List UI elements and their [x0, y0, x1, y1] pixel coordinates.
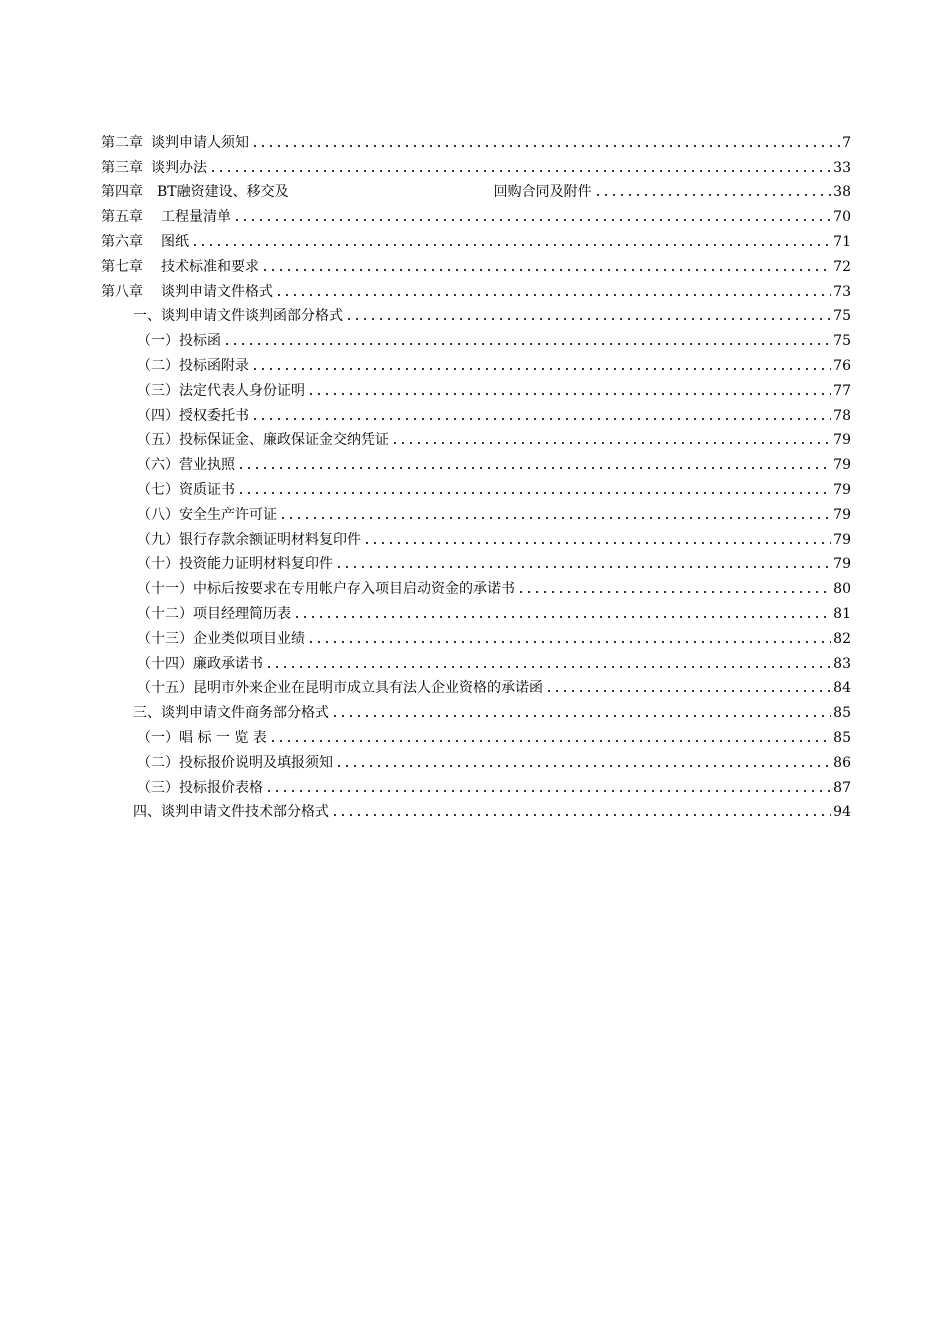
toc-entry-title: （十四）廉政承诺书 [137, 655, 263, 672]
toc-page-number: 80 [833, 581, 851, 598]
toc-entry[interactable] [101, 797, 851, 822]
toc-entry[interactable] [101, 722, 851, 747]
table-of-contents [101, 127, 851, 821]
toc-leader-dots [251, 366, 831, 372]
toc-page-number: 75 [833, 308, 851, 325]
toc-leader-dots [223, 341, 831, 347]
toc-entry[interactable] [101, 400, 851, 425]
toc-leader-dots [363, 540, 831, 546]
toc-leader-dots [293, 614, 831, 620]
toc-chapter-number: 第三章 [101, 159, 143, 176]
toc-page-number: 70 [833, 209, 851, 226]
toc-entry-title: （三）法定代表人身份证明 [137, 382, 305, 399]
toc-entry[interactable] [101, 226, 851, 251]
toc-leader-dots [251, 416, 831, 422]
toc-entry[interactable] [101, 648, 851, 673]
toc-page-number: 81 [833, 605, 851, 622]
toc-chapter-number: 第八章 [101, 283, 143, 300]
toc-entry-title: （六）营业执照 [137, 457, 235, 474]
toc-leader-dots [335, 564, 831, 570]
toc-page-number: 87 [833, 779, 851, 796]
toc-leader-dots [251, 143, 840, 149]
toc-leader-dots [594, 192, 832, 198]
toc-leader-dots [209, 168, 831, 174]
toc-leader-dots [331, 812, 831, 818]
toc-entry[interactable] [101, 301, 851, 326]
toc-entry-title: 谈判申请人须知 [151, 134, 249, 151]
toc-page-number: 77 [833, 382, 851, 399]
toc-page-number: 75 [833, 333, 851, 350]
toc-page-number: 79 [833, 531, 851, 548]
toc-leader-dots [307, 639, 831, 645]
toc-entry-title: （九）银行存款余额证明材料复印件 [137, 531, 361, 548]
toc-entry[interactable] [101, 350, 851, 375]
toc-entry[interactable] [101, 251, 851, 276]
toc-page-number: 85 [833, 729, 851, 746]
toc-entry[interactable] [101, 474, 851, 499]
toc-page-number: 79 [833, 556, 851, 573]
toc-entry-title: 一、谈判申请文件谈判函部分格式 [133, 308, 343, 325]
toc-page-number: 71 [833, 233, 851, 250]
toc-page-number: 38 [833, 184, 851, 201]
toc-entry-title: 四、谈判申请文件技术部分格式 [133, 804, 329, 821]
toc-entry-title: 谈判申请文件格式 [161, 283, 273, 300]
toc-page-number: 86 [833, 754, 851, 771]
toc-entry-title: （十五）昆明市外来企业在昆明市成立具有法人企业资格的承诺函 [137, 680, 543, 697]
toc-page-number: 94 [833, 804, 851, 821]
toc-page-number: 82 [833, 630, 851, 647]
toc-page-number: 7 [842, 134, 851, 151]
toc-entry[interactable] [101, 524, 851, 549]
toc-entry-text [101, 233, 189, 251]
toc-entry-text [101, 159, 207, 177]
toc-leader-dots [517, 589, 831, 595]
toc-leader-dots [307, 391, 831, 397]
toc-page-number: 79 [833, 432, 851, 449]
toc-entry[interactable] [101, 201, 851, 226]
toc-entry-title: BT融资建设、移交及 [157, 184, 289, 201]
toc-leader-dots [237, 490, 831, 496]
toc-entry-title-continued: 回购合同及附件 [493, 184, 592, 201]
toc-entry-title: （二）投标函附录 [137, 357, 249, 374]
toc-entry[interactable] [101, 623, 851, 648]
toc-entry-title: （一）唱 标 一 览 表 [137, 729, 267, 746]
toc-entry-title: 技术标准和要求 [161, 258, 259, 275]
toc-entry-title: 谈判办法 [151, 159, 207, 176]
toc-entry-title: （十三）企业类似项目业绩 [137, 630, 305, 647]
toc-entry-text [101, 134, 249, 152]
toc-entry[interactable] [101, 697, 851, 722]
toc-leader-dots [265, 664, 831, 670]
toc-page-number: 33 [833, 159, 851, 176]
toc-page-number: 85 [833, 705, 851, 722]
toc-entry[interactable] [101, 425, 851, 450]
toc-entry-title: （五）投标保证金、廉政保证金交纳凭证 [137, 432, 389, 449]
toc-chapter-number: 第五章 [101, 209, 143, 226]
toc-page-number: 83 [833, 655, 851, 672]
toc-leader-dots [237, 465, 831, 471]
toc-page-number: 76 [833, 357, 851, 374]
toc-entry-title: 三、谈判申请文件商务部分格式 [133, 705, 329, 722]
toc-entry-title: 工程量清单 [161, 209, 231, 226]
toc-entry[interactable] [101, 325, 851, 350]
toc-entry[interactable] [101, 549, 851, 574]
toc-page-number: 79 [833, 481, 851, 498]
toc-entry[interactable] [101, 177, 851, 202]
toc-leader-dots [279, 515, 831, 521]
toc-leader-dots [265, 788, 831, 794]
toc-entry[interactable] [101, 449, 851, 474]
toc-entry-title: （一）投标函 [137, 333, 221, 350]
toc-entry[interactable] [101, 127, 851, 152]
toc-entry[interactable] [101, 747, 851, 772]
toc-entry-title: （四）授权委托书 [137, 407, 249, 424]
toc-entry[interactable] [101, 772, 851, 797]
toc-entry-text [101, 183, 592, 201]
toc-leader-dots [191, 242, 831, 248]
toc-page-number: 78 [833, 407, 851, 424]
toc-entry-title: （八）安全生产许可证 [137, 506, 277, 523]
toc-leader-dots [335, 763, 831, 769]
toc-leader-dots [269, 738, 831, 744]
toc-chapter-number: 第七章 [101, 258, 143, 275]
toc-entry-text [101, 258, 259, 276]
toc-entry-title: （十一）中标后按要求在专用帐户存入项目启动资金的承诺书 [137, 581, 515, 598]
toc-page-number: 79 [833, 457, 851, 474]
toc-leader-dots [345, 316, 831, 322]
toc-entry[interactable] [101, 375, 851, 400]
toc-chapter-number: 第六章 [101, 233, 143, 250]
toc-entry-title: （七）资质证书 [137, 481, 235, 498]
toc-entry-title: （二）投标报价说明及填报须知 [137, 754, 333, 771]
toc-entry[interactable] [101, 276, 851, 301]
toc-leader-dots [275, 292, 831, 298]
toc-leader-dots [331, 713, 831, 719]
toc-entry-text [101, 283, 273, 301]
toc-entry[interactable] [101, 598, 851, 623]
toc-page-number: 79 [833, 506, 851, 523]
toc-chapter-number: 第四章 [101, 184, 143, 201]
toc-page-number: 84 [833, 680, 851, 697]
toc-entry-title: （三）投标报价表格 [137, 779, 263, 796]
toc-entry-title: （十二）项目经理简历表 [137, 605, 291, 622]
toc-leader-dots [391, 440, 831, 446]
toc-leader-dots [545, 688, 831, 694]
toc-page-number: 72 [833, 258, 851, 275]
toc-chapter-number: 第二章 [101, 134, 143, 151]
toc-entry[interactable] [101, 499, 851, 524]
toc-leader-dots [261, 267, 831, 273]
toc-entry-title: （十）投资能力证明材料复印件 [137, 556, 333, 573]
toc-entry-text [101, 208, 231, 226]
toc-entry[interactable] [101, 673, 851, 698]
toc-entry[interactable] [101, 152, 851, 177]
toc-leader-dots [233, 217, 831, 223]
toc-entry[interactable] [101, 573, 851, 598]
toc-page-number: 73 [833, 283, 851, 300]
toc-entry-title: 图纸 [161, 233, 189, 250]
